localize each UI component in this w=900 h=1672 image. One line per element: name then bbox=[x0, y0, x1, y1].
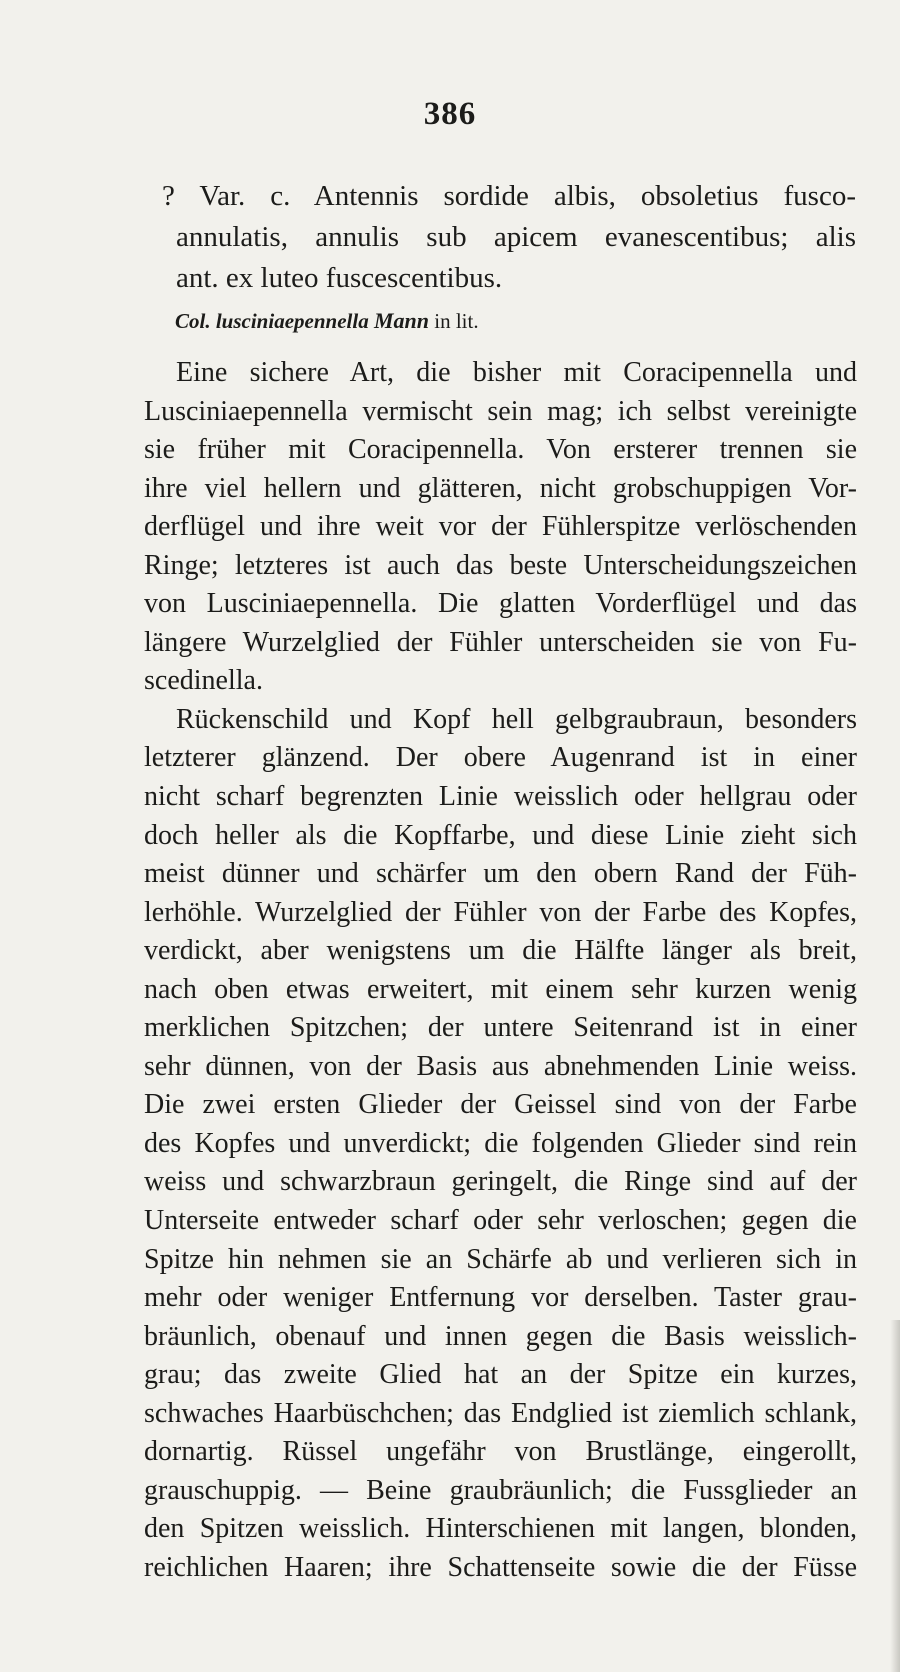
text-line: meist dünner und schärfer um den obern Rand der Füh- bbox=[144, 858, 857, 890]
text-line: nach oben etwas erweitert, mit einem sehr kurzen wenig bbox=[144, 973, 857, 1005]
text-line: verdickt, aber wenigstens um die Hälfte länger als breit, bbox=[144, 935, 857, 967]
body-text bbox=[144, 354, 857, 1588]
text-line: bräunlich, obenauf und innen gegen die Basis weisslich- bbox=[144, 1320, 857, 1352]
synonym-genus: Col. bbox=[175, 309, 211, 333]
text-line: mehr oder weniger Entfernung vor derselben. Taster grau- bbox=[144, 1282, 857, 1314]
page-number: 386 bbox=[423, 96, 477, 132]
synonym-reference bbox=[175, 308, 479, 334]
text-line: des Kopfes und unverdickt; die folgenden Glieder sind rein bbox=[144, 1127, 857, 1159]
text-line: Unterseite entweder scharf oder sehr verloschen; gegen die bbox=[144, 1205, 857, 1237]
text-line: Spitze hin nehmen sie an Schärfe ab und verlieren sich in bbox=[144, 1243, 857, 1275]
text-line: scedinella. bbox=[144, 665, 263, 697]
variety-description bbox=[162, 176, 856, 299]
text-line: sie früher mit Coracipennella. Von ersterer trennen sie bbox=[144, 434, 857, 466]
variety-line: annulatis, annulis sub apicem evanescentibus; alis bbox=[176, 221, 856, 253]
text-line: doch heller als die Kopffarbe, und diese Linie zieht sich bbox=[144, 819, 857, 851]
text-line: reichlichen Haaren; ihre Schattenseite sowie die der Füsse bbox=[144, 1551, 857, 1583]
text-line: schwaches Haarbüschchen; das Endglied ist ziemlich schlank, bbox=[144, 1397, 857, 1429]
variety-line: ? Var. c. Antennis sordide albis, obsoletius fusco- bbox=[162, 180, 856, 212]
synonym-author: Mann bbox=[373, 308, 429, 333]
text-line: Ringe; letzteres ist auch das beste Unterscheidungszeichen bbox=[144, 549, 857, 581]
text-line: lerhöhle. Wurzelglied der Fühler von der Farbe des Kopfes, bbox=[144, 896, 857, 928]
text-line: merklichen Spitzchen; der untere Seitenrand ist in einer bbox=[144, 1012, 857, 1044]
text-line: nicht scharf begrenzten Linie weisslich oder hellgrau oder bbox=[144, 781, 857, 813]
synonym-note: in lit. bbox=[434, 309, 479, 333]
page-edge-shadow bbox=[890, 1320, 900, 1672]
synonym-species: lusciniaepennella bbox=[215, 309, 369, 333]
text-line: Lusciniaepennella vermischt sein mag; ich selbst vereinigte bbox=[144, 395, 857, 427]
text-line: Rückenschild und Kopf hell gelbgraubraun, besonders bbox=[176, 703, 857, 735]
text-line: Die zwei ersten Glieder der Geissel sind von der Farbe bbox=[144, 1089, 857, 1121]
text-line: von Lusciniaepennella. Die glatten Vorderflügel und das bbox=[144, 588, 857, 620]
variety-line: ant. ex luteo fuscescentibus. bbox=[176, 262, 503, 294]
text-line: dornartig. Rüssel ungefähr von Brustlänge, eingerollt, bbox=[144, 1436, 857, 1468]
text-line: den Spitzen weisslich. Hinterschienen mit langen, blonden, bbox=[144, 1513, 857, 1545]
text-line: längere Wurzelglied der Fühler unterscheiden sie von Fu- bbox=[144, 626, 857, 658]
text-line: grau; das zweite Glied hat an der Spitze ein kurzes, bbox=[144, 1359, 857, 1391]
text-line: sehr dünnen, von der Basis aus abnehmenden Linie weiss. bbox=[144, 1050, 857, 1082]
text-line: letzterer glänzend. Der obere Augenrand ist in einer bbox=[144, 742, 857, 774]
text-line: grauschuppig. — Beine graubräunlich; die Fussglieder an bbox=[144, 1474, 857, 1506]
text-line: ihre viel hellern und glätteren, nicht grobschuppigen Vor- bbox=[144, 472, 857, 504]
text-line: derflügel und ihre weit vor der Fühlerspitze verlöschenden bbox=[144, 511, 857, 543]
text-line: weiss und schwarzbraun geringelt, die Ringe sind auf der bbox=[144, 1166, 857, 1198]
text-line: Eine sichere Art, die bisher mit Coracipennella und bbox=[176, 357, 857, 388]
